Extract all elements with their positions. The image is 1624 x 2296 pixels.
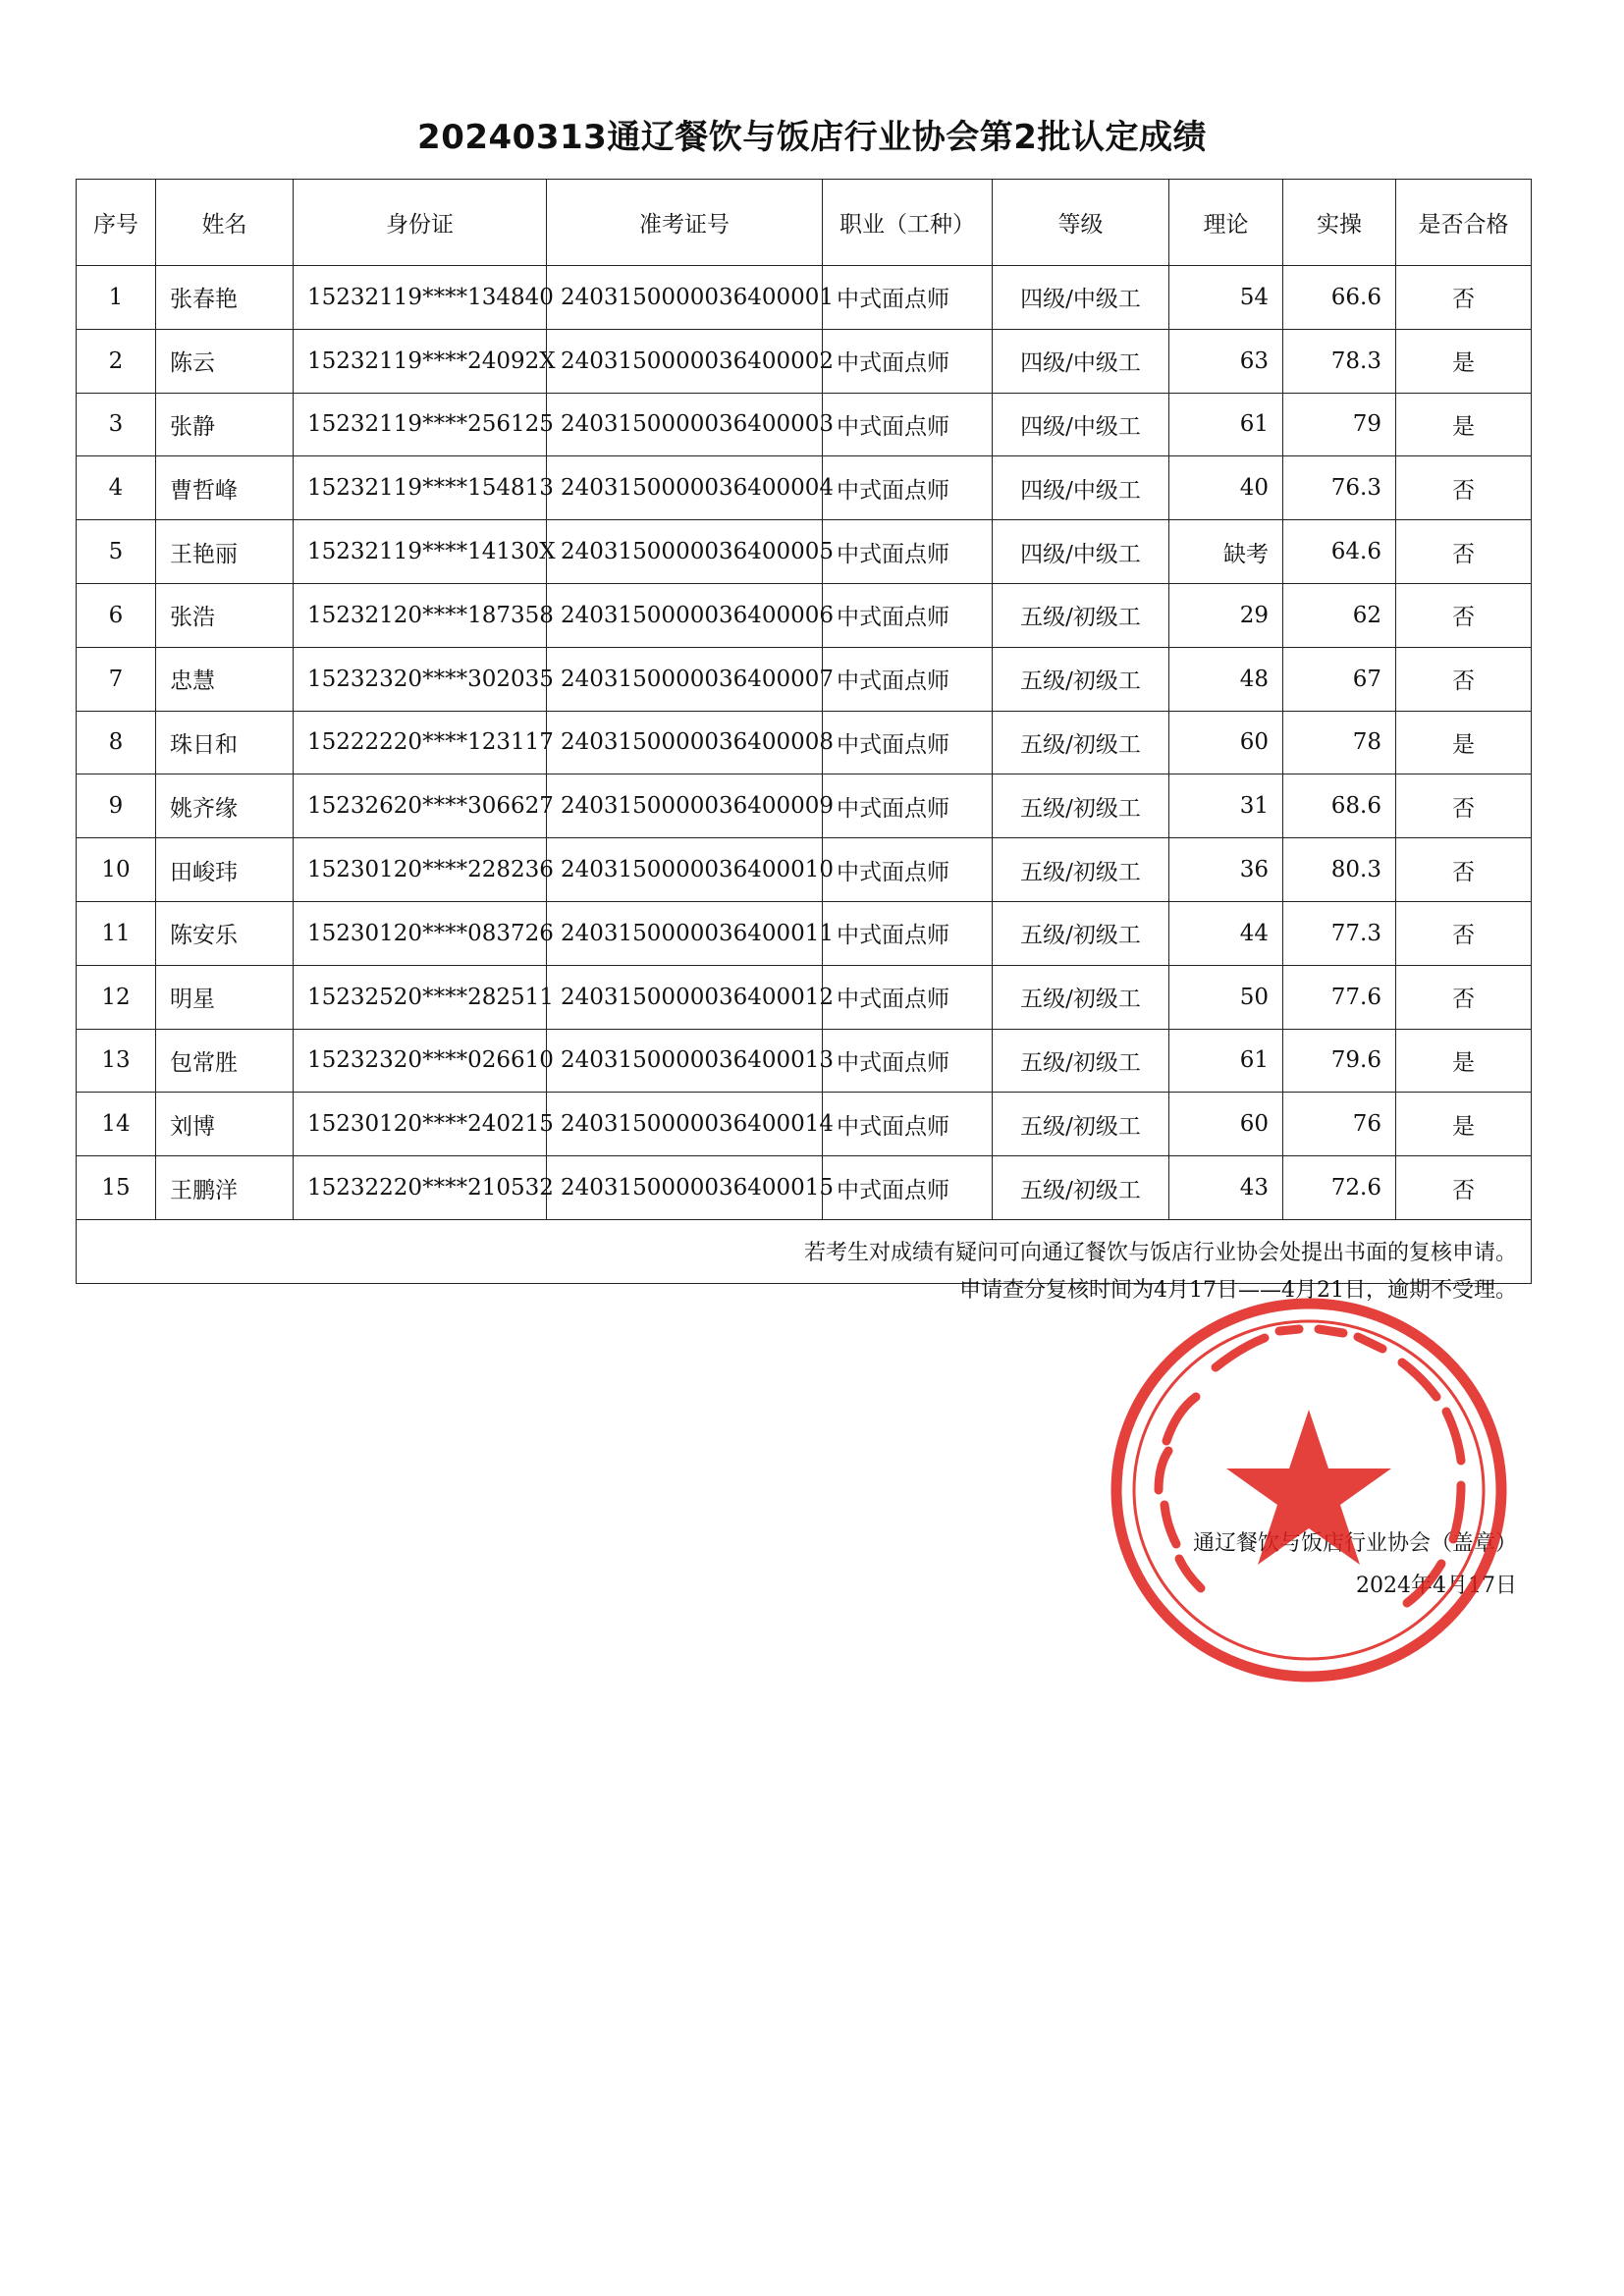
- cell-id-card: 15222220****123117: [294, 711, 547, 774]
- col-header-exam-number: 准考证号: [547, 180, 823, 266]
- cell-id-card: 15232320****026610: [294, 1029, 547, 1093]
- cell-name: 包常胜: [156, 1029, 294, 1093]
- issuer-organization: 通辽餐饮与饭店行业协会（盖章）: [1192, 1530, 1517, 1556]
- cell-occupation: 中式面点师: [823, 965, 993, 1029]
- cell-id-card: 15232119****24092X: [294, 329, 547, 393]
- col-header-name: 姓名: [156, 180, 294, 266]
- table-row: [77, 520, 1532, 584]
- cell-occupation: 中式面点师: [823, 901, 993, 965]
- cell-occupation: 中式面点师: [823, 456, 993, 520]
- issue-date: 2024年4月17日: [1356, 1573, 1517, 1598]
- cell-theory: 36: [1169, 838, 1283, 902]
- cell-index: 3: [77, 393, 156, 456]
- footer-row: [77, 1219, 1532, 1283]
- table-row: [77, 647, 1532, 711]
- cell-practical: 78: [1283, 711, 1396, 774]
- cell-index: 14: [77, 1093, 156, 1156]
- cell-theory: 40: [1169, 456, 1283, 520]
- cell-occupation: 中式面点师: [823, 393, 993, 456]
- official-seal-icon: [1108, 1294, 1510, 1686]
- cell-passed: 否: [1396, 456, 1532, 520]
- col-header-passed: 是否合格: [1396, 180, 1532, 266]
- cell-level: 五级/初级工: [993, 774, 1169, 838]
- cell-name: 曹哲峰: [156, 456, 294, 520]
- cell-level: 四级/中级工: [993, 520, 1169, 584]
- col-header-practical: 实操: [1283, 180, 1396, 266]
- cell-name: 张浩: [156, 583, 294, 647]
- cell-id-card: 15232120****187358: [294, 583, 547, 647]
- cell-level: 五级/初级工: [993, 965, 1169, 1029]
- table-row: [77, 393, 1532, 456]
- cell-id-card: 15232320****302035: [294, 647, 547, 711]
- table-row: [77, 711, 1532, 774]
- cell-passed: 否: [1396, 774, 1532, 838]
- cell-name: 陈安乐: [156, 901, 294, 965]
- cell-id-card: 15232119****134840: [294, 266, 547, 330]
- cell-exam-number: 2403150000036400007: [547, 647, 823, 711]
- cell-level: 五级/初级工: [993, 711, 1169, 774]
- cell-index: 9: [77, 774, 156, 838]
- cell-exam-number: 2403150000036400012: [547, 965, 823, 1029]
- cell-name: 王鹏洋: [156, 1156, 294, 1220]
- cell-index: 7: [77, 647, 156, 711]
- cell-theory: 31: [1169, 774, 1283, 838]
- cell-name: 张春艳: [156, 266, 294, 330]
- cell-passed: 是: [1396, 329, 1532, 393]
- cell-practical: 72.6: [1283, 1156, 1396, 1220]
- cell-occupation: 中式面点师: [823, 583, 993, 647]
- cell-name: 珠日和: [156, 711, 294, 774]
- cell-exam-number: 2403150000036400006: [547, 583, 823, 647]
- cell-id-card: 15230120****228236: [294, 838, 547, 902]
- cell-theory: 63: [1169, 329, 1283, 393]
- col-header-index: 序号: [77, 180, 156, 266]
- table-row: [77, 965, 1532, 1029]
- cell-occupation: 中式面点师: [823, 1156, 993, 1220]
- cell-practical: 77.6: [1283, 965, 1396, 1029]
- cell-level: 五级/初级工: [993, 647, 1169, 711]
- cell-practical: 64.6: [1283, 520, 1396, 584]
- cell-occupation: 中式面点师: [823, 711, 993, 774]
- cell-passed: 否: [1396, 1156, 1532, 1220]
- cell-index: 8: [77, 711, 156, 774]
- cell-passed: 否: [1396, 583, 1532, 647]
- cell-occupation: 中式面点师: [823, 1029, 993, 1093]
- cell-passed: 否: [1396, 647, 1532, 711]
- col-header-level: 等级: [993, 180, 1169, 266]
- table-row: [77, 1156, 1532, 1220]
- page-title: 20240313通辽餐饮与饭店行业协会第2批认定成绩: [417, 118, 1207, 157]
- cell-theory: 61: [1169, 393, 1283, 456]
- cell-theory: 60: [1169, 1093, 1283, 1156]
- table-row: [77, 329, 1532, 393]
- cell-theory: 60: [1169, 711, 1283, 774]
- cell-level: 五级/初级工: [993, 838, 1169, 902]
- header-row: [77, 180, 1532, 266]
- table-row: [77, 901, 1532, 965]
- cell-index: 13: [77, 1029, 156, 1093]
- cell-passed: 否: [1396, 838, 1532, 902]
- cell-index: 1: [77, 266, 156, 330]
- cell-index: 11: [77, 901, 156, 965]
- cell-name: 刘博: [156, 1093, 294, 1156]
- cell-passed: 是: [1396, 1029, 1532, 1093]
- cell-occupation: 中式面点师: [823, 329, 993, 393]
- cell-level: 五级/初级工: [993, 1029, 1169, 1093]
- cell-passed: 否: [1396, 266, 1532, 330]
- cell-occupation: 中式面点师: [823, 1093, 993, 1156]
- cell-occupation: 中式面点师: [823, 774, 993, 838]
- cell-level: 四级/中级工: [993, 266, 1169, 330]
- table-row: [77, 456, 1532, 520]
- col-header-id-card: 身份证: [294, 180, 547, 266]
- cell-exam-number: 2403150000036400009: [547, 774, 823, 838]
- score-table: [76, 179, 1532, 1598]
- cell-exam-number: 2403150000036400011: [547, 901, 823, 965]
- cell-exam-number: 2403150000036400010: [547, 838, 823, 902]
- cell-theory: 缺考: [1169, 520, 1283, 584]
- review-note: 若考生对成绩有疑问可向通辽餐饮与饭店行业协会处提出书面的复核申请。: [803, 1240, 1517, 1265]
- cell-index: 5: [77, 520, 156, 584]
- cell-occupation: 中式面点师: [823, 266, 993, 330]
- cell-practical: 77.3: [1283, 901, 1396, 965]
- cell-level: 五级/初级工: [993, 1093, 1169, 1156]
- cell-passed: 否: [1396, 901, 1532, 965]
- cell-id-card: 15230120****240215: [294, 1093, 547, 1156]
- cell-passed: 否: [1396, 520, 1532, 584]
- cell-level: 四级/中级工: [993, 456, 1169, 520]
- cell-name: 田峻玮: [156, 838, 294, 902]
- cell-exam-number: 2403150000036400001: [547, 266, 823, 330]
- cell-level: 五级/初级工: [993, 583, 1169, 647]
- table-row: [77, 266, 1532, 330]
- cell-exam-number: 2403150000036400002: [547, 329, 823, 393]
- table-body: [77, 266, 1532, 1220]
- cell-index: 10: [77, 838, 156, 902]
- cell-occupation: 中式面点师: [823, 838, 993, 902]
- cell-level: 五级/初级工: [993, 901, 1169, 965]
- cell-practical: 76: [1283, 1093, 1396, 1156]
- cell-id-card: 15232620****306627: [294, 774, 547, 838]
- cell-level: 四级/中级工: [993, 329, 1169, 393]
- cell-practical: 79.6: [1283, 1029, 1396, 1093]
- cell-practical: 62: [1283, 583, 1396, 647]
- cell-index: 4: [77, 456, 156, 520]
- cell-index: 12: [77, 965, 156, 1029]
- cell-name: 陈云: [156, 329, 294, 393]
- cell-practical: 66.6: [1283, 266, 1396, 330]
- cell-theory: 50: [1169, 965, 1283, 1029]
- table-row: [77, 774, 1532, 838]
- table-row: [77, 1029, 1532, 1093]
- cell-theory: 61: [1169, 1029, 1283, 1093]
- cell-passed: 是: [1396, 1093, 1532, 1156]
- cell-exam-number: 2403150000036400015: [547, 1156, 823, 1220]
- cell-id-card: 15232119****14130X: [294, 520, 547, 584]
- cell-occupation: 中式面点师: [823, 647, 993, 711]
- cell-theory: 43: [1169, 1156, 1283, 1220]
- cell-name: 张静: [156, 393, 294, 456]
- cell-id-card: 15232119****154813: [294, 456, 547, 520]
- cell-name: 王艳丽: [156, 520, 294, 584]
- cell-level: 五级/初级工: [993, 1156, 1169, 1220]
- cell-practical: 67: [1283, 647, 1396, 711]
- cell-practical: 79: [1283, 393, 1396, 456]
- cell-passed: 是: [1396, 711, 1532, 774]
- col-header-theory: 理论: [1169, 180, 1283, 266]
- cell-practical: 68.6: [1283, 774, 1396, 838]
- cell-name: 忠慧: [156, 647, 294, 711]
- cell-exam-number: 2403150000036400005: [547, 520, 823, 584]
- cell-id-card: 15230120****083726: [294, 901, 547, 965]
- cell-exam-number: 2403150000036400004: [547, 456, 823, 520]
- cell-practical: 78.3: [1283, 329, 1396, 393]
- cell-index: 6: [77, 583, 156, 647]
- cell-practical: 76.3: [1283, 456, 1396, 520]
- cell-passed: 否: [1396, 965, 1532, 1029]
- cell-id-card: 15232220****210532: [294, 1156, 547, 1220]
- cell-exam-number: 2403150000036400003: [547, 393, 823, 456]
- cell-passed: 是: [1396, 393, 1532, 456]
- cell-theory: 29: [1169, 583, 1283, 647]
- cell-occupation: 中式面点师: [823, 520, 993, 584]
- cell-exam-number: 2403150000036400014: [547, 1093, 823, 1156]
- cell-theory: 48: [1169, 647, 1283, 711]
- cell-exam-number: 2403150000036400008: [547, 711, 823, 774]
- cell-id-card: 15232119****256125: [294, 393, 547, 456]
- review-period-note: 申请查分复核时间为4月17日——4月21日，逾期不受理。: [959, 1277, 1517, 1303]
- cell-index: 2: [77, 329, 156, 393]
- cell-exam-number: 2403150000036400013: [547, 1029, 823, 1093]
- cell-level: 四级/中级工: [993, 393, 1169, 456]
- cell-theory: 54: [1169, 266, 1283, 330]
- col-header-occupation: 职业（工种）: [823, 180, 993, 266]
- cell-id-card: 15232520****282511: [294, 965, 547, 1029]
- cell-name: 姚齐缘: [156, 774, 294, 838]
- table-row: [77, 838, 1532, 902]
- cell-index: 15: [77, 1156, 156, 1220]
- cell-name: 明星: [156, 965, 294, 1029]
- footer-cell: [77, 1219, 1532, 1598]
- table-row: [77, 583, 1532, 647]
- cell-theory: 44: [1169, 901, 1283, 965]
- table-row: [77, 1093, 1532, 1156]
- cell-practical: 80.3: [1283, 838, 1396, 902]
